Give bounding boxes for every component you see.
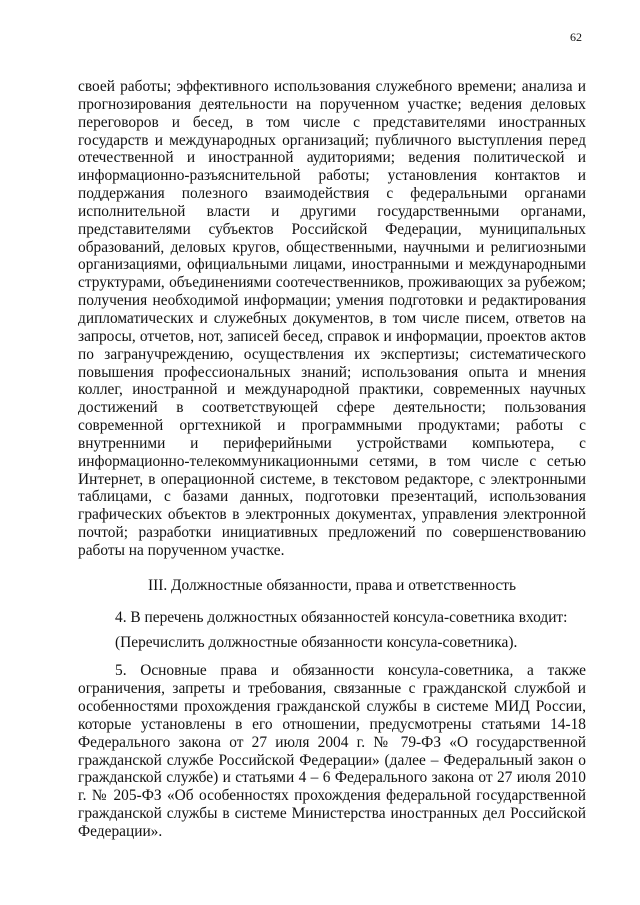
section-heading: III. Должностные обязанности, права и ответственность <box>147 576 517 594</box>
item-4-note-paragraph: (Перечислить должностные обязанности консула-советника). <box>115 634 518 652</box>
item-5-paragraph: 5. Основные права и обязанности консула-советника, а также ограничения, запреты и требования, связанные с гражданской службой и особенностями прохождения гражданской службы в системе МИД России, которые установлены в его отношении, предусмотрены статьями 14-18 Федерального закона от 27 июля 2004 г. № 79-ФЗ «О государственной гражданской службе Российской Федерации» (далее – Федеральный закон о гражданской службе) и статьями 4 – 6 Федерального закона от 27 июля 2010 г. № 205-ФЗ «Об особенностях прохождения федеральной государственной гражданской службы в системе Министерства иностранных дел Российской Федерации». <box>78 662 586 840</box>
item-4-paragraph: 4. В перечень должностных обязанностей консула-советника входит: <box>115 608 568 626</box>
page-number: 62 <box>570 30 582 44</box>
continuation-paragraph: своей работы; эффективного использования служебного времени; анализа и прогнозирования деятельности на порученном участке; ведения деловых переговоров и бесед, в том числе с представителями иностранных государств и международных организаций; публичного выступления перед отечественной и иностранной аудиториями; ведения политической и информационно-разъяснительной работы; установления контактов и поддержания полезного взаимодействия с федеральными органами исполнительной власти и другими государственными органами, представителями субъектов Российской Федерации, муниципальных образований, деловых кругов, общественными, научными и религиозными организациями, официальными лицами, иностранными и международными структурами, объединениями соотечественников, проживающих за рубежом; получения необходимой информации; умения подготовки и редактирования дипломатических и служебных документов, в том числе писем, ответов на запросы, отчетов, нот, записей бесед, справок и информации, проектов актов по загранучреждению, осуществления их экспертизы; систематического повышения профессиональных знаний; использования опыта и мнения коллег, иностранной и международной практики, современных научных достижений в соответствующей сфере деятельности; пользования современной оргтехникой и программными продуктами; работы с внутренними и периферийными устройствами компьютера, с информационно-телекоммуникационными сетями, в том числе с сетью Интернет, в операционной системе, в текстовом редакторе, с электронными таблицами, с базами данных, подготовки презентаций, использования графических объектов в электронных документах, управления электронной почтой; разработки инициативных предложений по совершенствованию работы на порученном участке. <box>78 78 586 559</box>
page-body <box>78 78 586 841</box>
